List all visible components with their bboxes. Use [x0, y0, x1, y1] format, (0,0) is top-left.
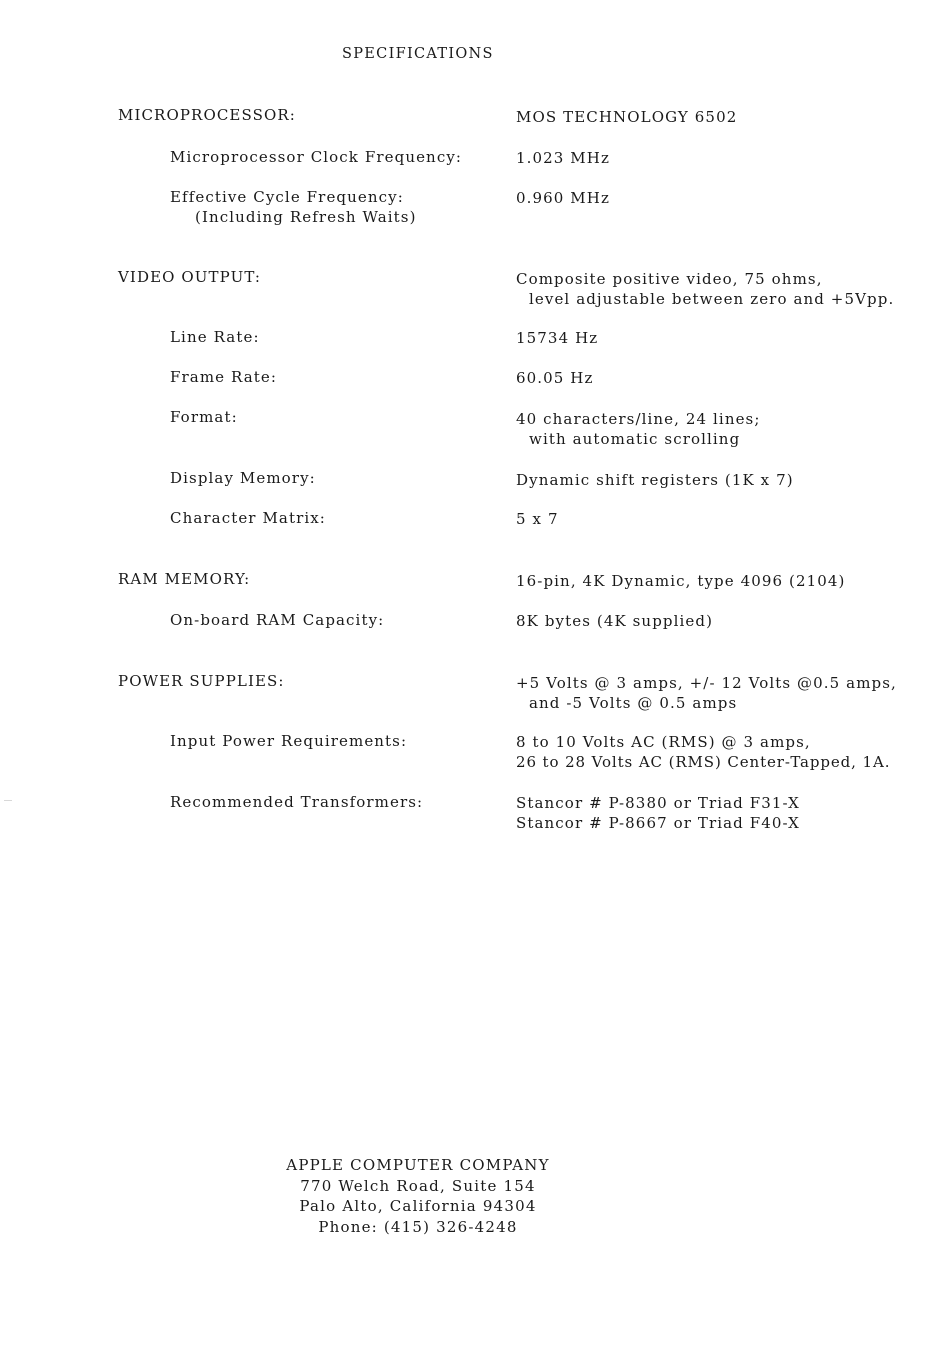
transformers-value-line1: Stancor # P-8380 or Triad F31-X [516, 794, 800, 812]
character-matrix-label: Character Matrix: [170, 509, 326, 527]
video-output-value [516, 269, 894, 309]
frame-rate-value: 60.05 Hz [516, 369, 594, 387]
character-matrix-value: 5 x 7 [516, 510, 559, 528]
page-title: SPECIFICATIONS [342, 46, 494, 62]
format-value-line1: 40 characters/line, 24 lines; [516, 410, 761, 428]
power-supplies-value [516, 673, 897, 713]
section-heading-power-supplies: POWER SUPPLIES: [118, 672, 285, 690]
section-heading-ram-memory: RAM MEMORY: [118, 570, 251, 588]
format-label: Format: [170, 408, 238, 426]
video-output-value-line2: level adjustable between zero and +5Vpp. [529, 290, 895, 308]
transformers-value [516, 793, 800, 833]
video-output-value-line1: Composite positive video, 75 ohms, [516, 270, 823, 288]
format-value [516, 409, 761, 449]
scan-mark [4, 800, 12, 801]
power-supplies-value-line1: +5 Volts @ 3 amps, +/- 12 Volts @0.5 amps, [516, 674, 897, 692]
section-heading-microprocessor: MICROPROCESSOR: [118, 106, 296, 124]
company-street: 770 Welch Road, Suite 154 [300, 1176, 536, 1195]
display-memory-label: Display Memory: [170, 469, 316, 487]
microprocessor-value: MOS TECHNOLOGY 6502 [516, 108, 738, 126]
ram-memory-value: 16-pin, 4K Dynamic, type 4096 (2104) [516, 572, 846, 590]
ram-capacity-value: 8K bytes (4K supplied) [516, 612, 714, 630]
format-value-line2: with automatic scrolling [529, 430, 741, 448]
frame-rate-label: Frame Rate: [170, 368, 278, 386]
cycle-frequency-label-line1: Effective Cycle Frequency: [170, 188, 404, 206]
input-power-value-line2: 26 to 28 Volts AC (RMS) Center-Tapped, 1A. [516, 753, 891, 771]
clock-frequency-label: Microprocessor Clock Frequency: [170, 148, 463, 166]
cycle-frequency-label [170, 187, 417, 227]
display-memory-value: Dynamic shift registers (1K x 7) [516, 471, 794, 489]
line-rate-value: 15734 Hz [516, 329, 599, 347]
ram-capacity-label: On-board RAM Capacity: [170, 611, 385, 629]
cycle-frequency-value: 0.960 MHz [516, 189, 610, 207]
cycle-frequency-label-line2: (Including Refresh Waits) [195, 208, 417, 226]
company-phone: Phone: (415) 326-4248 [318, 1217, 518, 1236]
section-heading-video-output: VIDEO OUTPUT: [118, 268, 262, 286]
power-supplies-value-line2: and -5 Volts @ 0.5 amps [529, 694, 738, 712]
input-power-label: Input Power Requirements: [170, 732, 408, 750]
input-power-value [516, 732, 890, 772]
company-name: APPLE COMPUTER COMPANY [286, 1156, 550, 1174]
input-power-value-line1: 8 to 10 Volts AC (RMS) @ 3 amps, [516, 733, 811, 751]
clock-frequency-value: 1.023 MHz [516, 149, 610, 167]
transformers-label: Recommended Transformers: [170, 793, 424, 811]
company-address-block [0, 1155, 836, 1237]
line-rate-label: Line Rate: [170, 328, 260, 346]
company-city: Palo Alto, California 94304 [299, 1197, 537, 1215]
transformers-value-line2: Stancor # P-8667 or Triad F40-X [516, 814, 800, 832]
